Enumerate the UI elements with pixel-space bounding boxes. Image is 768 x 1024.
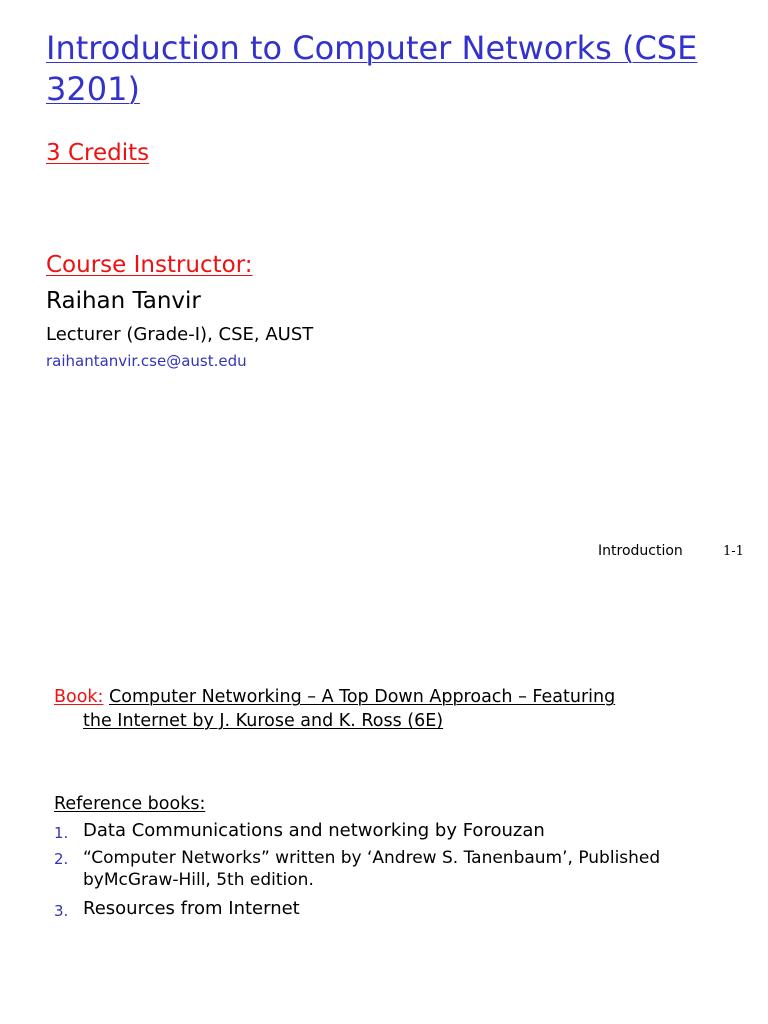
textbook-line-2 xyxy=(54,709,714,733)
list-item-text: “Computer Networks” written by ‘Andrew S. Tanenbaum’, Published byMcGraw-Hill, 5th edition. xyxy=(83,848,661,890)
list-item-number: 2. xyxy=(54,850,69,868)
list-item-number: 3. xyxy=(54,902,69,920)
textbook-reference xyxy=(54,685,714,733)
reference-books-heading: Reference books: xyxy=(54,794,206,814)
list-item-text: Resources from Internet xyxy=(83,898,300,919)
instructor-email[interactable]: raihantanvir.cse@aust.edu xyxy=(46,352,247,370)
list-item xyxy=(54,847,683,891)
book-title-part-1: Computer Networking – A Top Down Approach – Featuring xyxy=(109,687,616,707)
slide-page-number: 1-1 xyxy=(723,544,744,559)
instructor-position: Lecturer (Grade-I), CSE, AUST xyxy=(46,324,314,345)
slide-footer-label: Introduction xyxy=(598,543,683,559)
list-item-text: Data Communications and networking by Forouzan xyxy=(83,820,545,841)
instructor-heading: Course Instructor: xyxy=(46,252,253,278)
reference-books-list xyxy=(54,819,744,921)
list-item xyxy=(54,819,744,843)
book-title-part-2: the Internet by J. Kurose and K. Ross (6E) xyxy=(83,711,444,731)
textbook-line-1 xyxy=(54,685,714,709)
instructor-name: Raihan Tanvir xyxy=(46,288,201,314)
course-title: Introduction to Computer Networks (CSE 3201) xyxy=(46,29,698,108)
list-item xyxy=(54,897,744,921)
book-label: Book: xyxy=(54,687,104,707)
course-credits: 3 Credits xyxy=(46,140,150,166)
list-item-number: 1. xyxy=(54,824,69,842)
